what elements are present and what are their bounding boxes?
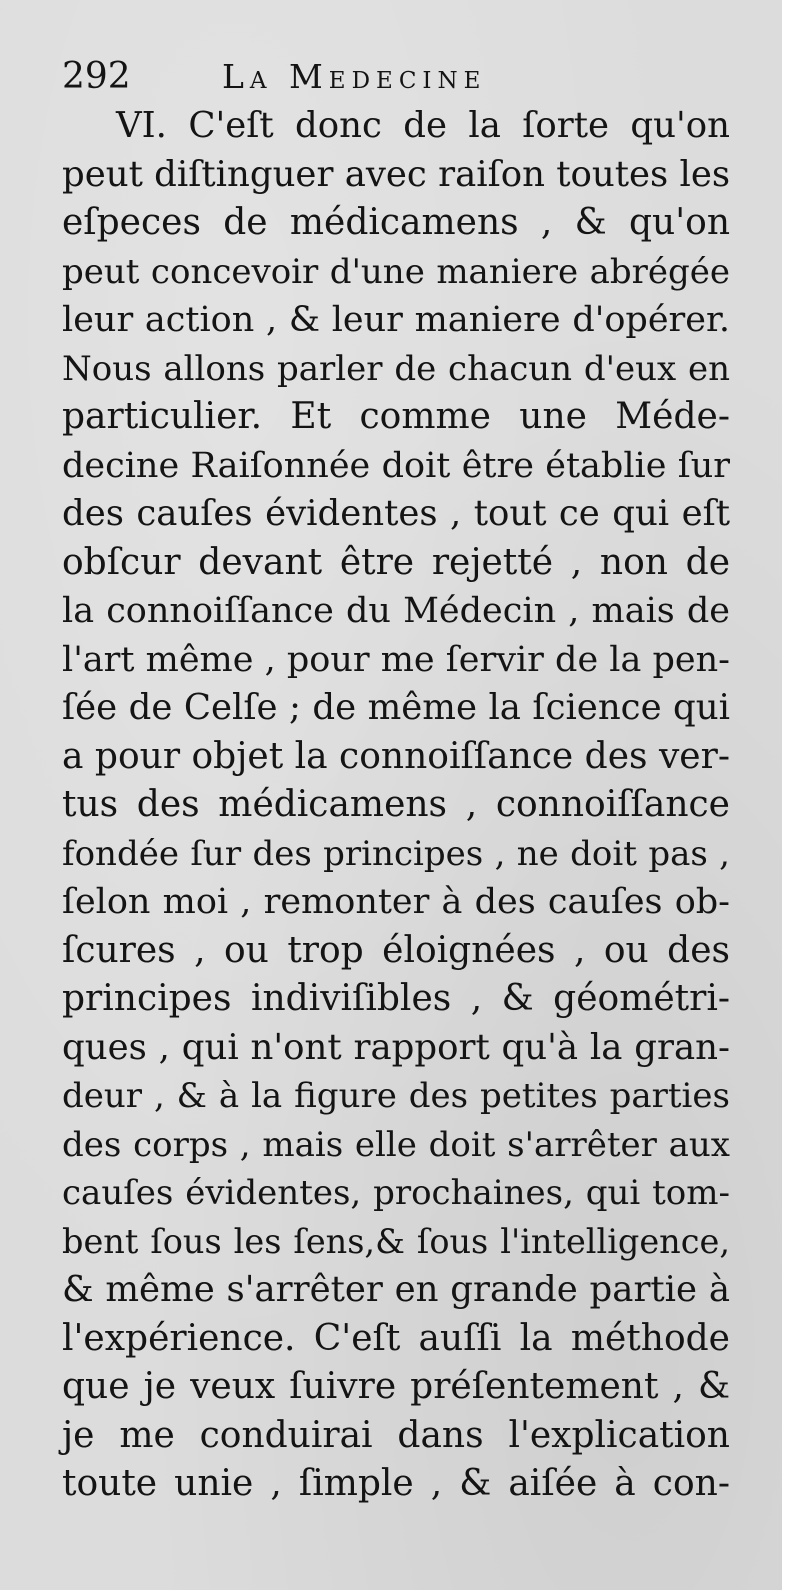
text-line: ſelon moi , remonter à des cauſes ob- [62, 882, 730, 922]
text-line: leur action , & leur maniere d'opérer. [62, 300, 730, 340]
page-margin [782, 0, 800, 1590]
text-line: & même s'arrêter en grande partie à [62, 1269, 730, 1310]
text-line: tus des médicamens , connoiſſance [62, 784, 730, 825]
text-line: ques , qui n'ont rapport qu'à la gran- [62, 1026, 730, 1068]
text-line: particulier. Et comme une Méde- [62, 396, 730, 437]
text-line: que je veux ſuivre préſentement , & [62, 1366, 730, 1407]
text-line: peut diſtinguer avec raiſon toutes les [62, 153, 731, 195]
text-line: decine Raiſonnée doit être établie ſur [62, 445, 730, 486]
text-line: VI. C'eſt donc de la ſorte qu'on [116, 105, 730, 146]
text-line: obſcur devant être rejetté , non de [62, 541, 730, 583]
text-line: des cauſes évidentes , tout ce qui eſt [62, 493, 730, 534]
text-line: peut concevoir d'une maniere abrégée [62, 251, 730, 292]
text-line: principes indiviſibles , & géométri- [62, 978, 730, 1019]
text-line: l'expérience. C'eſt auſſi la méthode [62, 1317, 730, 1359]
text-line: je me conduirai dans l'explication [62, 1414, 730, 1456]
text-line: bent ſous les ſens,& ſous l'intelligence, [62, 1221, 730, 1261]
text-line: Nous allons parler de chacun d'eux en [62, 348, 730, 389]
text-line: toute unie , ſimple , & aiſée à con- [62, 1463, 730, 1504]
page-header [62, 52, 722, 102]
text-line: des corps , mais elle doit s'arrêter aux [62, 1124, 730, 1165]
text-line: eſpeces de médicamens , & qu'on [62, 202, 730, 243]
text-line: ſée de Celſe ; de même la ſcience qui [62, 687, 730, 728]
text-line: a pour objet la connoiſſance des ver- [62, 735, 730, 777]
body-text [62, 102, 730, 1509]
page-number: 292 [62, 56, 131, 97]
text-line: l'art même , pour me ſervir de la pen- [62, 639, 730, 680]
text-line: fondée ſur des principes , ne doit pas , [62, 833, 730, 874]
running-title: La Medecine [222, 57, 487, 96]
text-line: ſcures , ou trop éloignées , ou des [62, 929, 730, 971]
text-line: cauſes évidentes, prochaines, qui tom- [62, 1173, 730, 1213]
text-line: la connoiſſance du Médecin , mais de [62, 591, 730, 631]
text-line: deur , & à la figure des petites parties [62, 1076, 730, 1116]
